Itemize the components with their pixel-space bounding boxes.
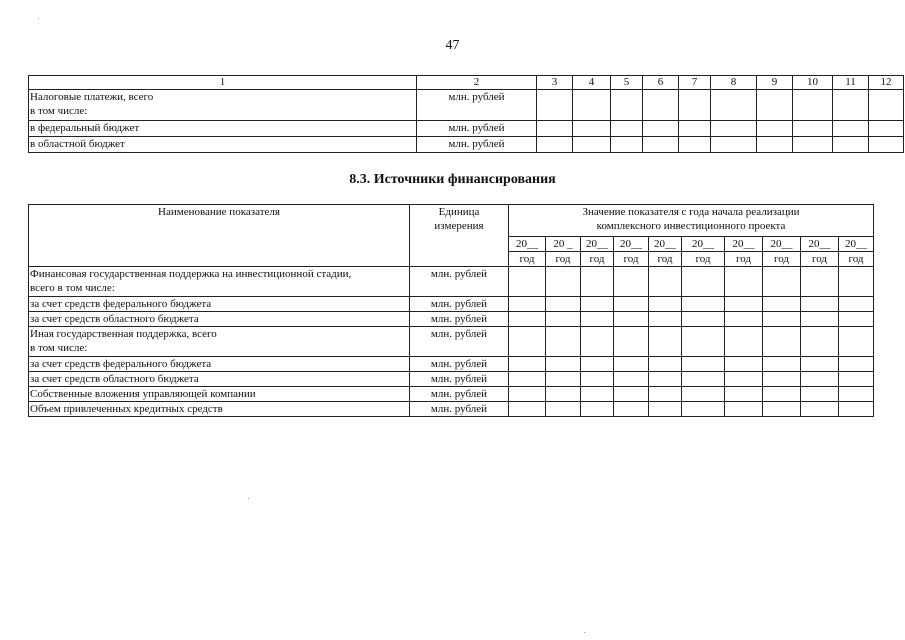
row-unit: млн. рублей [410,402,509,417]
year-label: год [725,252,763,267]
scan-speck [584,632,585,633]
column-number: 6 [643,76,679,90]
row-name: Объем привлеченных кредитных средств [29,402,410,417]
year-label: год [581,252,614,267]
year-label: год [546,252,581,267]
row-unit: млн. рублей [410,387,509,402]
year-label: год [763,252,801,267]
scan-speck [248,498,249,499]
row-name: за счет средств федерального бюджета [29,357,410,372]
row-unit: млн. рублей [410,357,509,372]
year-cell: 20__ [649,237,682,252]
year-cell: 20__ [763,237,801,252]
header-row [29,205,874,237]
year-label: год [839,252,874,267]
page-number: 47 [445,38,460,53]
funding-sources-table [28,204,874,417]
year-cell: 20 _ [546,237,581,252]
row-unit: млн. рублей [417,90,537,121]
year-label: год [614,252,649,267]
year-cell: 20__ [581,237,614,252]
row-unit: млн. рублей [410,372,509,387]
year-label: год [649,252,682,267]
row-name: Собственные вложения управляющей компании [29,387,410,402]
table-row [29,372,874,387]
year-label: год [682,252,725,267]
row-unit: млн. рублей [417,137,537,153]
column-number: 3 [537,76,573,90]
column-number: 5 [611,76,643,90]
table-row [29,90,904,121]
year-cell: 20__ [839,237,874,252]
column-number: 7 [679,76,711,90]
row-unit: млн. рублей [410,327,509,357]
column-number: 10 [793,76,833,90]
table-row [29,327,874,357]
row-unit: млн. рублей [410,312,509,327]
tax-payments-table [28,75,904,153]
year-cell: 20__ [725,237,763,252]
table-row [29,121,904,137]
row-name: Налоговые платежи, всего в том числе: [29,90,417,121]
row-unit: млн. рублей [417,121,537,137]
table-row [29,267,874,297]
table-row [29,297,874,312]
column-number: 9 [757,76,793,90]
table-row [29,312,874,327]
year-label: год [801,252,839,267]
table-row [29,357,874,372]
year-cell: 20__ [509,237,546,252]
column-number: 11 [833,76,869,90]
table-row [29,402,874,417]
column-number-row [29,76,904,90]
column-number: 12 [869,76,904,90]
year-cell: 20__ [801,237,839,252]
header-values: Значение показателя с года начала реализации комплексного инвестиционного проекта [509,205,874,237]
year-label: год [509,252,546,267]
column-number: 8 [711,76,757,90]
column-number: 2 [417,76,537,90]
row-name: Иная государственная поддержка, всего в том числе: [29,327,410,357]
section-title: 8.3. Источники финансирования [349,172,556,187]
column-number: 4 [573,76,611,90]
row-name: за счет средств федерального бюджета [29,297,410,312]
year-cell: 20__ [614,237,649,252]
header-name: Наименование показателя [29,205,410,267]
row-name: Финансовая государственная поддержка на инвестиционной стадии, всего в том числе: [29,267,410,297]
table-row [29,387,874,402]
row-name: за счет средств областного бюджета [29,312,410,327]
year-cell: 20__ [682,237,725,252]
row-unit: млн. рублей [410,267,509,297]
row-name: в федеральный бюджет [29,121,417,137]
header-unit: Единица измерения [410,205,509,267]
table-row [29,137,904,153]
row-name: в областной бюджет [29,137,417,153]
row-name: за счет средств областного бюджета [29,372,410,387]
column-number: 1 [29,76,417,90]
row-unit: млн. рублей [410,297,509,312]
scan-speck [38,18,39,19]
